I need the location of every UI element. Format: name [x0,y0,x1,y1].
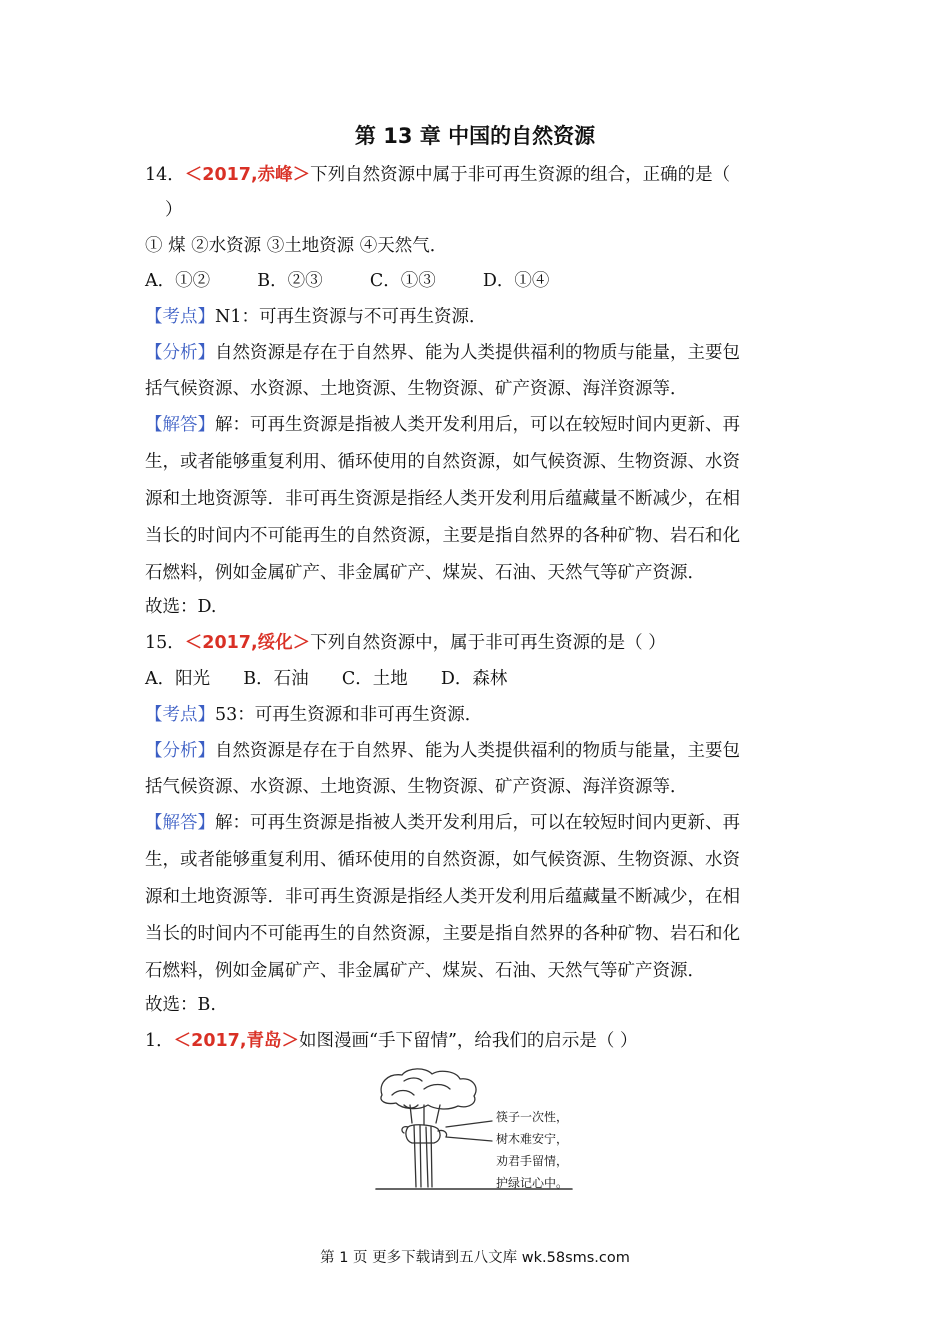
q1-source-tag: ＜2017,青岛＞ [173,1031,299,1051]
q15-option-d: D．森林 [440,669,508,689]
q14-option-d: D．①④ [482,271,550,291]
q14-jieda-text-4: 当长的时间内不可能再生的自然资源，主要是指自然界的各种矿物、岩石和化 [145,526,740,546]
q15-fenxi-label: 【分析】 [145,741,215,761]
chapter-title: 第 13 章 中国的自然资源 [354,124,596,148]
q14-stem-line [145,162,730,188]
q14-options [145,268,549,294]
q15-options [145,666,507,692]
q15-fenxi-text-1: 自然资源是存在于自然界、能为人类提供福利的物质与能量，主要包 [215,741,740,761]
cartoon-line-1: 筷子一次性， [496,1110,569,1124]
q15-fenxi-text-2: 括气候资源、水资源、土地资源、生物资源、矿产资源、海洋资源等． [145,777,688,797]
q1-stem-text: 如图漫画“手下留情”，给我们的启示是（ ） [299,1031,638,1051]
page-footer: 第 1 页 更多下载请到五八文库 wk.58sms.com [320,1250,630,1266]
q14-option-c: C．①③ [369,271,436,291]
q14-stem-close: ） [165,200,183,220]
q15-jieda [145,810,740,836]
q15-jieda-text-2: 生，或者能够重复利用、循环使用的自然资源，如气候资源、生物资源、水资 [145,850,740,870]
q14-jieda-text-3: 源和土地资源等．非可再生资源是指经人类开发利用后蕴藏量不断减少，在相 [145,489,740,509]
q14-kaodian-label: 【考点】 [145,307,215,327]
q15-kaodian [145,702,482,728]
q14-fenxi [145,340,740,366]
q15-stem-text: 下列自然资源中，属于非可再生资源的是（ ） [310,633,666,653]
q15-jieda-text-1: 解：可再生资源是指被人类开发利用后，可以在较短时间内更新、再 [215,813,740,833]
q15-jieda-text-5: 石燃料，例如金属矿产、非金属矿产、煤炭、石油、天然气等矿产资源． [145,961,705,981]
q14-jieda-label: 【解答】 [145,415,215,435]
cartoon-line-3: 劝君手留情， [496,1154,569,1168]
q14-option-b: B．②③ [257,271,323,291]
q15-option-c: C．土地 [341,669,408,689]
cartoon-line-4: 护绿记心中。 [496,1176,569,1190]
q14-source-tag: ＜2017,赤峰＞ [184,165,311,185]
q15-answer: 故选：B. [145,995,216,1015]
q14-jieda-text-1: 解：可再生资源是指被人类开发利用后，可以在较短时间内更新、再 [215,415,740,435]
q14-kaodian-text: N1：可再生资源与不可再生资源． [215,307,487,327]
q14-fenxi-text-2: 括气候资源、水资源、土地资源、生物资源、矿产资源、海洋资源等． [145,379,688,399]
q14-fenxi-label: 【分析】 [145,343,215,363]
q15-option-a: A．阳光 [145,669,211,689]
q15-jieda-text-4: 当长的时间内不可能再生的自然资源，主要是指自然界的各种矿物、岩石和化 [145,924,740,944]
q15-stem-line [145,630,666,656]
q14-jieda-text-5: 石燃料，例如金属矿产、非金属矿产、煤炭、石油、天然气等矿产资源． [145,563,705,583]
q1-stem-line [145,1028,637,1054]
q14-option-a: A．①② [145,271,211,291]
q15-kaodian-text: 53：可再生资源和非可再生资源． [215,705,483,725]
q14-items: ① 煤 ②水资源 ③土地资源 ④天然气． [145,236,448,256]
q15-jieda-label: 【解答】 [145,813,215,833]
q15-fenxi [145,738,740,764]
q14-jieda [145,412,740,438]
cartoon-illustration [374,1065,574,1200]
q1-number: 1． [145,1031,174,1051]
q14-jieda-text-2: 生，或者能够重复利用、循环使用的自然资源，如气候资源、生物资源、水资 [145,452,740,472]
q15-source-tag: ＜2017,绥化＞ [184,633,311,653]
q14-number: 14． [145,165,185,185]
q14-kaodian [145,304,486,330]
q15-jieda-text-3: 源和土地资源等．非可再生资源是指经人类开发利用后蕴藏量不断减少，在相 [145,887,740,907]
cartoon-line-2: 树木难安宁， [496,1132,569,1146]
q15-number: 15． [145,633,185,653]
q15-kaodian-label: 【考点】 [145,705,215,725]
q15-option-b: B．石油 [243,669,309,689]
q14-answer: 故选：D. [145,597,217,617]
q14-stem-text: 下列自然资源中属于非可再生资源的组合，正确的是（ [310,165,731,185]
q14-fenxi-text-1: 自然资源是存在于自然界、能为人类提供福利的物质与能量，主要包 [215,343,740,363]
